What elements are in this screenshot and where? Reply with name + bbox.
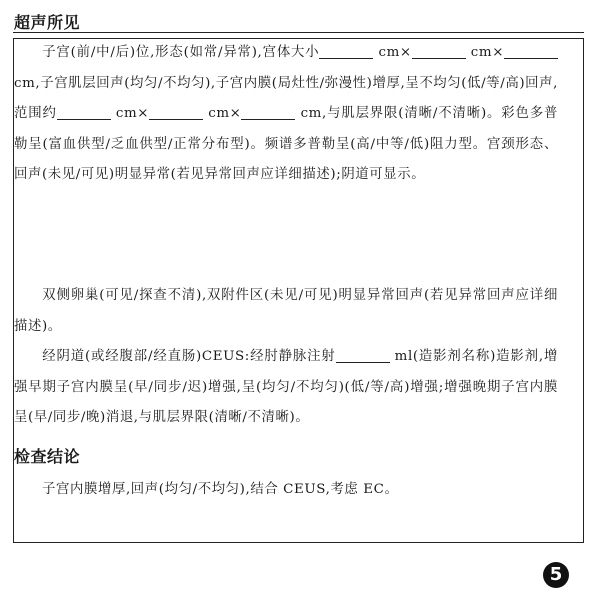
size-blank-3 xyxy=(504,44,558,59)
uterus-text-3: cm,与肌层界限(清晰/不清晰)。彩色多普勒呈(富血供型/乏血供型/正常分布型)。频谱多普勒呈(高/中等/低)阻力型。宫颈形态、回声(未见/可见)明显异常(若见异常回声应详细描述);阴道可显示。 xyxy=(14,106,559,182)
unit-1: cm× xyxy=(378,45,412,60)
ceus-text-1: 经阴道(或经腹部/经直肠)CEUS:经肘静脉注射 xyxy=(42,349,336,364)
conclusion-text: 子宫内膜增厚,回声(均匀/不均匀),结合 CEUS,考虑 EC。 xyxy=(42,482,399,497)
ovary-findings-paragraph xyxy=(14,281,558,342)
size-blank-1 xyxy=(319,44,373,59)
uterus-findings-paragraph xyxy=(14,38,558,191)
unit-4: cm× xyxy=(208,106,242,121)
uterus-text-2: cm,子宫肌层回声(均匀/不均匀),子宫内膜(局灶性/弥漫性)增厚,呈不均匀(低/等/高)回声,范围约 xyxy=(14,75,558,121)
range-blank-3 xyxy=(241,105,295,120)
size-blank-2 xyxy=(412,44,466,59)
ceus-findings-paragraph xyxy=(14,342,558,434)
range-blank-1 xyxy=(57,105,111,120)
figure-number-badge: 5 xyxy=(543,562,569,588)
conclusion-paragraph xyxy=(14,475,558,506)
uterus-text-1: 子宫(前/中/后)位,形态(如常/异常),宫体大小 xyxy=(42,45,320,60)
top-rule xyxy=(13,32,584,33)
ovary-text: 双侧卵巢(可见/探查不清),双附件区(未见/可见)明显异常回声(若见异常回声应详细描述)。 xyxy=(14,288,558,334)
conclusion-heading: 检查结论 xyxy=(14,447,81,466)
unit-3: cm× xyxy=(115,106,150,121)
unit-2: cm× xyxy=(470,45,505,60)
findings-heading: 超声所见 xyxy=(14,13,81,32)
ceus-text-2: ml(造影剂名称)造影剂,增强早期子宫内膜呈(早/同步/迟)增强,呈(均匀/不均匀)(低/等/高)增强;增强晚期子宫内膜呈(早/同步/晚)消退,与肌层界限(清晰/不清晰)。 xyxy=(14,349,558,425)
range-blank-2 xyxy=(149,105,203,120)
dose-blank xyxy=(336,348,390,363)
